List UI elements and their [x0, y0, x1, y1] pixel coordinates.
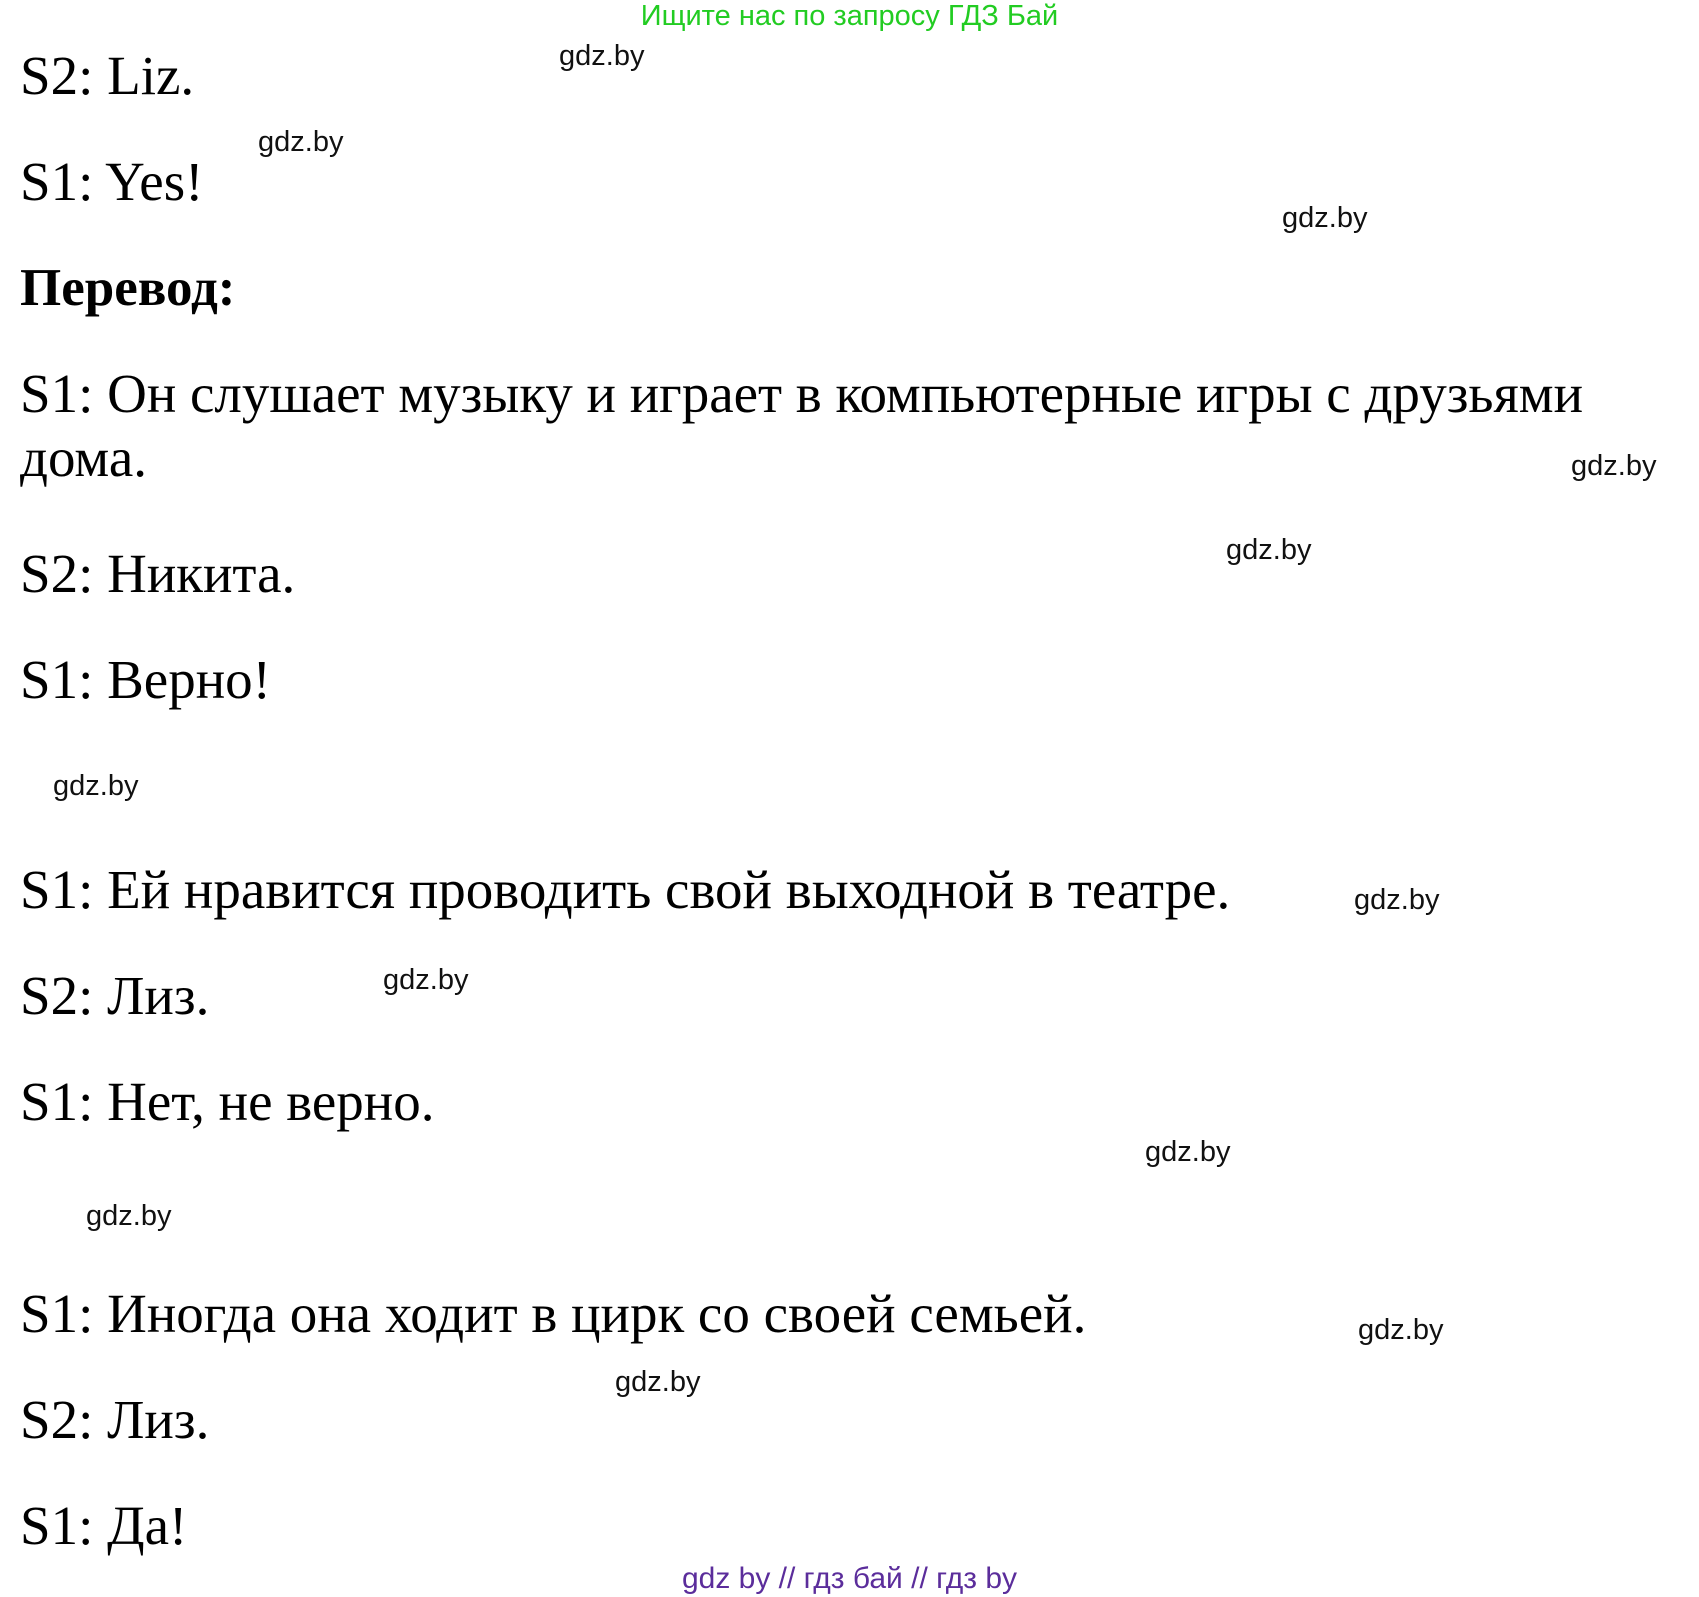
translation-line-6: S1: Нет, не верно.: [20, 1071, 435, 1132]
translation-line-4: S1: Ей нравится проводить свой выходной в театре.: [20, 859, 1231, 920]
watermark: gdz.by: [1354, 884, 1440, 916]
watermark: gdz.by: [258, 126, 344, 158]
translation-line-1: S1: Он слушает музыку и играет в компьютерные игры с друзьями дома.: [20, 363, 1584, 488]
watermark: gdz.by: [383, 964, 469, 996]
watermark: gdz.by: [1571, 450, 1657, 482]
watermark: gdz.by: [1145, 1136, 1231, 1168]
header-banner: Ищите нас по запросу ГДЗ Бай: [640, 0, 1059, 32]
footer-banner: gdz by // гдз бай // гдз by: [681, 1562, 1018, 1595]
dialogue-line-yes: S1: Yes!: [20, 151, 204, 212]
watermark: gdz.by: [1358, 1314, 1444, 1346]
translation-line-8: S2: Лиз.: [20, 1389, 210, 1450]
translation-line-9: S1: Да!: [20, 1495, 188, 1556]
translation-heading: Перевод:: [20, 259, 236, 317]
translation-line-3: S1: Верно!: [20, 649, 271, 710]
watermark: gdz.by: [1226, 534, 1312, 566]
watermark: gdz.by: [86, 1200, 172, 1232]
dialogue-line-liz: S2: Liz.: [20, 45, 195, 106]
watermark: gdz.by: [615, 1366, 701, 1398]
watermark: gdz.by: [559, 40, 645, 72]
watermark: gdz.by: [53, 770, 139, 802]
translation-line-5: S2: Лиз.: [20, 965, 210, 1026]
watermark: gdz.by: [1282, 202, 1368, 234]
translation-line-2: S2: Никита.: [20, 543, 296, 604]
translation-line-7: S1: Иногда она ходит в цирк со своей семьей.: [20, 1283, 1087, 1344]
